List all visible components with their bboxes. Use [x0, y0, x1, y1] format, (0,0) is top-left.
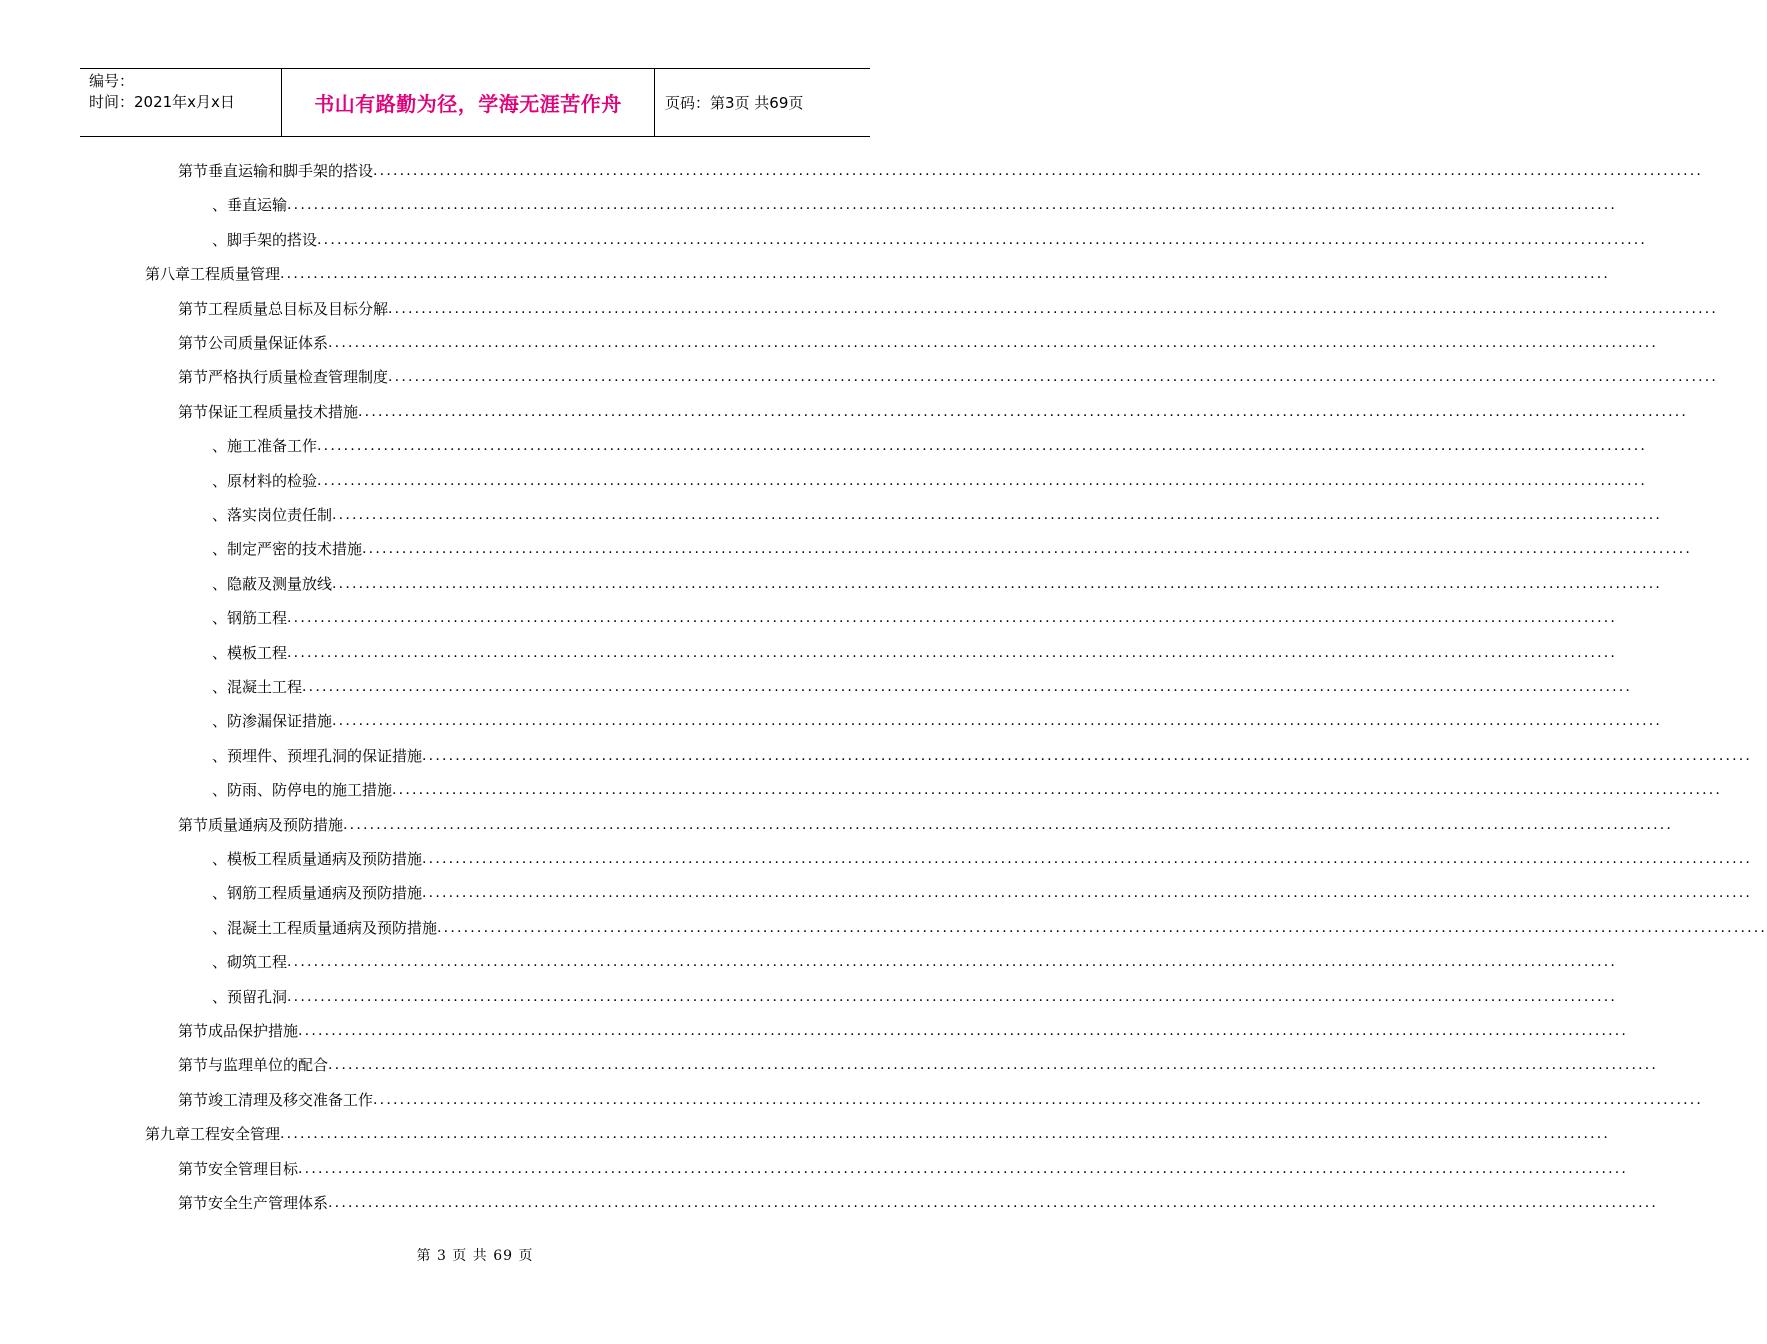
toc-entry-prefix: 、: [212, 472, 228, 490]
toc-entry[interactable]: [212, 848, 1753, 870]
toc-entry[interactable]: [212, 194, 1618, 216]
toc-entry[interactable]: [178, 1158, 1629, 1180]
toc-entry[interactable]: [178, 366, 1719, 388]
toc-entry-title: 预留孔洞: [227, 988, 288, 1006]
toc-entry-prefix: 、: [212, 540, 228, 558]
toc-entry-prefix: 第节: [178, 1056, 209, 1074]
toc-entry-prefix: 第节: [178, 1194, 209, 1212]
toc-entry-title: 工程安全管理: [190, 1125, 281, 1143]
toc-dot-leader: ........................................................................................................................................................................................................: [328, 335, 1659, 351]
toc-entry-prefix: 、: [212, 988, 228, 1006]
toc-dot-leader: ........................................................................................................................................................................................................: [298, 1023, 1629, 1039]
toc-entry-prefix: 、: [212, 850, 228, 868]
toc-entry-prefix: 、: [212, 747, 228, 765]
toc-entry-prefix: 、: [212, 609, 228, 627]
toc-entry-prefix: 第节: [178, 334, 209, 352]
toc-entry-title: 落实岗位责任制: [227, 506, 333, 524]
toc-entry-title: 工程质量总目标及目标分解: [208, 300, 389, 318]
toc-entry-title: 脚手架的搭设: [227, 231, 318, 249]
toc-entry[interactable]: [212, 642, 1618, 664]
toc-entry-title: 钢筋工程: [227, 609, 288, 627]
toc-entry-prefix: 第节: [178, 368, 209, 386]
toc-dot-leader: ........................................................................................................................................................................................................: [287, 197, 1618, 213]
toc-dot-leader: ........................................................................................................................................................................................................: [392, 782, 1723, 798]
toc-entry-title: 安全生产管理体系: [208, 1194, 329, 1212]
toc-entry-prefix: 、: [212, 437, 228, 455]
toc-dot-leader: ........................................................................................................................................................................................................: [437, 920, 1767, 936]
toc-dot-leader: ........................................................................................................................................................................................................: [332, 713, 1663, 729]
toc-entry-prefix: 、: [212, 678, 228, 696]
toc-dot-leader: ........................................................................................................................................................................................................: [373, 1092, 1704, 1108]
toc-entry[interactable]: [178, 814, 1674, 836]
toc-entry-title: 混凝土工程: [227, 678, 303, 696]
toc-entry-prefix: 、: [212, 884, 228, 902]
toc-entry[interactable]: [212, 745, 1753, 767]
toc-entry-prefix: 第八章: [145, 265, 191, 283]
toc-dot-leader: ........................................................................................................................................................................................................: [332, 576, 1663, 592]
toc-dot-leader: ........................................................................................................................................................................................................: [388, 369, 1719, 385]
toc-entry-title: 防雨、防停电的施工措施: [227, 781, 393, 799]
toc-dot-leader: ........................................................................................................................................................................................................: [317, 473, 1648, 489]
toc-entry-prefix: 、: [212, 919, 228, 937]
toc-dot-leader: ........................................................................................................................................................................................................: [422, 748, 1753, 764]
toc-dot-leader: ........................................................................................................................................................................................................: [280, 1126, 1611, 1142]
toc-entry[interactable]: [178, 401, 1689, 423]
toc-entry[interactable]: [212, 229, 1648, 251]
toc-entry[interactable]: [178, 160, 1704, 182]
toc-entry-title: 成品保护措施: [208, 1022, 299, 1040]
toc-entry[interactable]: [212, 986, 1618, 1008]
toc-entry-title: 严格执行质量检查管理制度: [208, 368, 389, 386]
toc-entry-title: 安全管理目标: [208, 1160, 299, 1178]
toc-entry-title: 模板工程质量通病及预防措施: [227, 850, 423, 868]
toc-entry-title: 制定严密的技术措施: [227, 540, 363, 558]
document-date: 时间：2021年x月x日: [89, 93, 235, 111]
header-page-info: 页码：第3页 共69页: [665, 94, 804, 112]
toc-entry-prefix: 第节: [178, 162, 209, 180]
toc-entry-title: 公司质量保证体系: [208, 334, 329, 352]
toc-entry[interactable]: [212, 779, 1723, 801]
toc-dot-leader: ........................................................................................................................................................................................................: [332, 507, 1663, 523]
toc-dot-leader: ........................................................................................................................................................................................................: [328, 1195, 1659, 1211]
toc-entry[interactable]: [212, 710, 1663, 732]
toc-dot-leader: ........................................................................................................................................................................................................: [422, 851, 1753, 867]
toc-dot-leader: ........................................................................................................................................................................................................: [373, 163, 1704, 179]
toc-entry-title: 质量通病及预防措施: [208, 816, 344, 834]
toc-dot-leader: ........................................................................................................................................................................................................: [287, 954, 1618, 970]
toc-entry-prefix: 、: [212, 712, 228, 730]
toc-entry-prefix: 、: [212, 506, 228, 524]
toc-entry[interactable]: [212, 951, 1618, 973]
toc-entry-prefix: 第节: [178, 1091, 209, 1109]
toc-dot-leader: ........................................................................................................................................................................................................: [388, 301, 1719, 317]
toc-entry-prefix: 、: [212, 575, 228, 593]
toc-entry[interactable]: [178, 1192, 1659, 1214]
toc-entry-prefix: 第九章: [145, 1125, 191, 1143]
toc-entry-prefix: 、: [212, 231, 228, 249]
toc-entry[interactable]: [178, 1089, 1704, 1111]
toc-dot-leader: ........................................................................................................................................................................................................: [280, 266, 1611, 282]
toc-entry[interactable]: [178, 298, 1719, 320]
toc-entry-title: 垂直运输: [227, 196, 288, 214]
toc-entry[interactable]: [178, 1054, 1659, 1076]
toc-dot-leader: ........................................................................................................................................................................................................: [328, 1057, 1659, 1073]
toc-entry[interactable]: [212, 607, 1618, 629]
toc-entry[interactable]: [145, 263, 1611, 285]
toc-dot-leader: ........................................................................................................................................................................................................: [422, 885, 1753, 901]
header-motto: 书山有路勤为径，学海无涯苦作舟: [282, 69, 655, 136]
toc-dot-leader: ........................................................................................................................................................................................................: [287, 645, 1618, 661]
toc-entry[interactable]: [212, 917, 1767, 939]
toc-dot-leader: ........................................................................................................................................................................................................: [358, 404, 1689, 420]
toc-entry[interactable]: [212, 435, 1648, 457]
toc-entry[interactable]: [212, 504, 1663, 526]
document-number-label: 编号：: [89, 72, 135, 90]
toc-entry-prefix: 第节: [178, 403, 209, 421]
toc-entry-title: 垂直运输和脚手架的搭设: [208, 162, 374, 180]
toc-entry-title: 施工准备工作: [227, 437, 318, 455]
toc-entry-title: 竣工清理及移交准备工作: [208, 1091, 374, 1109]
toc-entry-prefix: 第节: [178, 1022, 209, 1040]
toc-dot-leader: ........................................................................................................................................................................................................: [298, 1161, 1629, 1177]
toc-entry-prefix: 第节: [178, 1160, 209, 1178]
toc-dot-leader: ........................................................................................................................................................................................................: [317, 232, 1648, 248]
toc-dot-leader: ........................................................................................................................................................................................................: [287, 610, 1618, 626]
toc-entry-title: 混凝土工程质量通病及预防措施: [227, 919, 438, 937]
toc-entry[interactable]: [212, 676, 1633, 698]
toc-dot-leader: ........................................................................................................................................................................................................: [287, 989, 1618, 1005]
toc-dot-leader: ........................................................................................................................................................................................................: [362, 541, 1693, 557]
toc-entry-title: 原材料的检验: [227, 472, 318, 490]
toc-entry[interactable]: [145, 1123, 1611, 1145]
toc-entry[interactable]: [212, 538, 1693, 560]
toc-entry[interactable]: [178, 332, 1659, 354]
toc-entry-title: 预埋件、预埋孔洞的保证措施: [227, 747, 423, 765]
page-footer: 第 3 页 共 69 页: [416, 1248, 534, 1264]
toc-entry-title: 与监理单位的配合: [208, 1056, 329, 1074]
toc-entry-title: 模板工程: [227, 644, 288, 662]
toc-entry-title: 防渗漏保证措施: [227, 712, 333, 730]
toc-entry-title: 工程质量管理: [190, 265, 281, 283]
toc-entry-title: 隐蔽及测量放线: [227, 575, 333, 593]
toc-entry-prefix: 第节: [178, 300, 209, 318]
toc-entry-prefix: 、: [212, 196, 228, 214]
toc-entry-title: 保证工程质量技术措施: [208, 403, 359, 421]
toc-entry-prefix: 、: [212, 644, 228, 662]
toc-dot-leader: ........................................................................................................................................................................................................: [343, 817, 1674, 833]
toc-dot-leader: ........................................................................................................................................................................................................: [302, 679, 1633, 695]
toc-entry[interactable]: [178, 1020, 1629, 1042]
toc-entry[interactable]: [212, 470, 1648, 492]
toc-entry-prefix: 第节: [178, 816, 209, 834]
toc-entry-title: 钢筋工程质量通病及预防措施: [227, 884, 423, 902]
toc-entry[interactable]: [212, 573, 1663, 595]
toc-entry[interactable]: [212, 882, 1753, 904]
toc-dot-leader: ........................................................................................................................................................................................................: [317, 438, 1648, 454]
toc-entry-title: 砌筑工程: [227, 953, 288, 971]
toc-entry-prefix: 、: [212, 781, 228, 799]
toc-entry-prefix: 、: [212, 953, 228, 971]
